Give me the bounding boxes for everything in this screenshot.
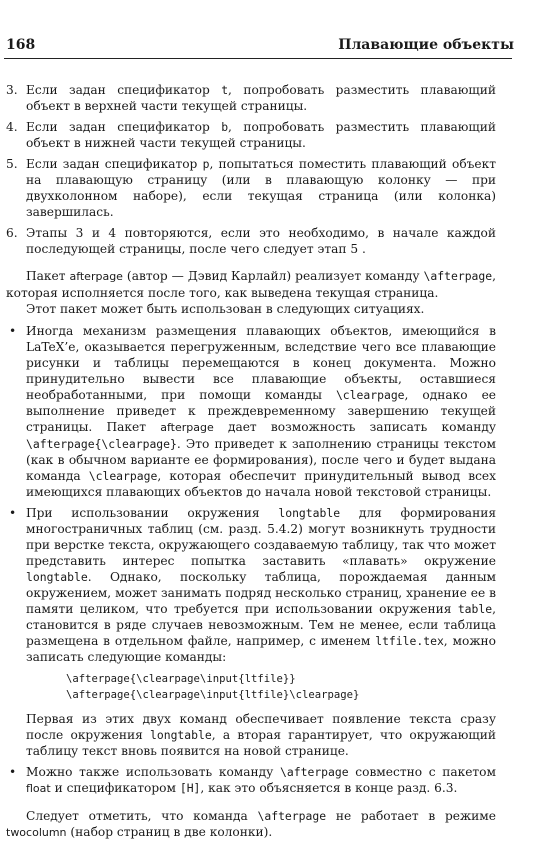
command-name: \clearpage [335,388,405,402]
paragraph: Этот пакет может быть использован в следующих ситуациях. [26,302,425,316]
item-text: Если задан спецификатор [26,120,222,134]
item-text: Если задан спецификатор [26,157,203,171]
bullet-item [6,764,496,797]
item-number: 6. [6,226,18,240]
command-name: \clearpage [88,469,158,483]
text-run: Следует отметить, что команда [26,809,258,823]
text-run: (автор — Дэвид Карлайл) реализует команду [122,269,424,283]
bullet-icon: • [9,765,17,779]
item-number: 4. [6,120,18,134]
text-run: , а вторая гарантирует, что окружающий таблицу текст вновь появится на новой странице. [26,728,496,758]
list-item [6,119,496,151]
text-run: Пакет [26,269,70,283]
text-run: и спецификатором [50,781,180,795]
text-run: , которая обеспечит принудительный вывод всех имеющихся плавающих объектов до начала новой текстовой страницы. [26,469,496,499]
page-number: 168 [6,37,36,53]
list-item [6,156,496,220]
environment-name: longtable [278,506,341,520]
text-run: . Это приведет к заполнению страницы текстом (как в обычном варианте ее формирования), после чего и будет выдана команда [26,437,496,483]
list-item [6,82,496,114]
item-text: , попытаться поместить плавающий объект на плавающую страницу (или в плавающую колонку — при двухколонном наборе), если текущая страница (или колонка) завершилась. [26,157,496,219]
code-block [66,671,496,703]
bullet-icon: • [9,324,17,338]
page-body [6,82,496,841]
bullet-item [6,323,496,500]
text-run: , как это объясняется в конце разд. 6.3. [200,781,458,795]
item-text: Этапы 3 и 4 повторяются, если это необходимо, в начале каждой последующей страницы, после чего следует этап 5 . [26,226,496,256]
text-run: , которая исполняется после того, как выведена текущая страница. [6,269,496,300]
running-title: Плавающие объекты [338,37,514,53]
command-name: \afterpage [257,809,327,823]
text-run: Можно также использовать команду [26,765,281,779]
file-name: ltfile.tex [375,634,444,648]
text-run: совместно с пакетом [348,765,496,779]
list-item [6,225,496,257]
running-header [6,37,514,53]
mode-name: twocolumn [6,826,67,839]
text-run: . Однако, поскольку таблица, порождаемая данным окружением, может занимать подряд несколько страниц, хранение ее в памяти целиком, что требуется при использовании окружения [26,570,496,616]
code-line: \afterpage{\clearpage\input{ltfile}\clearpage} [66,689,360,701]
text-run: При использовании окружения [26,506,279,520]
item-text: , попробовать разместить плавающий объект в верхней части текущей страницы. [26,83,496,113]
package-name: afterpage [69,270,123,283]
inline-code: t [221,83,229,97]
specifier: [H] [179,781,201,795]
text-run: , однако ее выполнение приведет к преждевременному завершению текущей страницы. Пакет [26,388,496,434]
text-run: не работает в режиме [326,809,496,823]
command-name: \afterpage{\clearpage} [26,437,177,451]
environment-name: longtable [26,570,88,584]
paragraph [6,808,496,841]
text-run: дает возможность записать команду [213,420,497,434]
item-text: , попробовать разместить плавающий объект в нижней части текущей страницы. [26,120,496,150]
environment-name: table [457,602,493,616]
package-name: float [26,782,51,795]
item-number: 3. [6,83,18,97]
text-run: Первая из этих двух команд обеспечивает появление текста сразу после окружения [26,712,496,742]
text-run: Иногда механизм размещения плавающих объектов, имеющийся в LaTeX’е, оказывается перегруженным, вследствие чего все плавающие рисунки и таблицы перемещаются в конец документа. Можно принудительно вывести все плавающие объекты, оставшиеся необработанными, при помощи команды [26,324,496,402]
text-run: , становится в ряде случаев невозможным. Тем не менее, если таблица размещена в отдельном файле, например, с именем [26,602,496,648]
environment-name: longtable [150,728,212,742]
inline-code: b [221,120,229,134]
command-name: \afterpage [280,765,349,779]
package-name: afterpage [160,421,214,434]
bullet-item [6,505,496,759]
command-name: \afterpage [423,269,493,283]
text-run: (набор страниц в две колонки). [66,825,273,839]
text-run: , можно записать следующие команды: [26,634,496,664]
paragraph [6,268,496,301]
code-line: \afterpage{\clearpage\input{ltfile}} [66,673,296,685]
text-run: для формирования многостраничных таблиц (см. разд. 5.4.2) могут возникнуть трудности при верстке текста, окружающего создаваемую таблицу, так что может представить интерес попытка заставить «плавать» окружение [26,506,497,568]
bullet-icon: • [9,506,17,520]
header-rule [4,58,512,59]
item-text: Если задан спецификатор [26,83,222,97]
inline-code: p [202,157,210,171]
item-number: 5. [6,157,18,171]
